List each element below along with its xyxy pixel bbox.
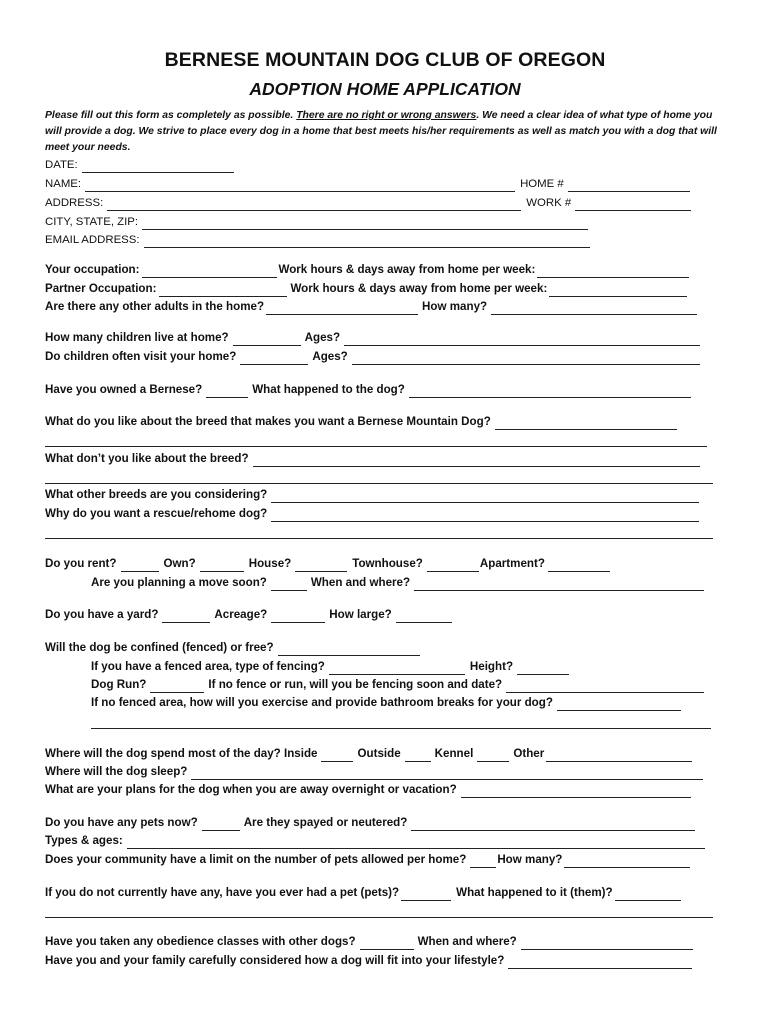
visit-ages-field[interactable] xyxy=(352,351,700,365)
work-hours-label: Work hours & days away from home per week: xyxy=(278,263,536,276)
other-location-field[interactable] xyxy=(546,748,692,762)
work-hours-field[interactable] xyxy=(537,264,689,278)
sleep-field[interactable] xyxy=(191,766,703,780)
fence-type-field[interactable] xyxy=(329,661,465,675)
happened-field[interactable] xyxy=(409,384,691,398)
limit-label: Does your community have a limit on the number of pets allowed per home? xyxy=(45,853,467,866)
occupation-field[interactable] xyxy=(142,264,277,278)
height-field[interactable] xyxy=(517,661,569,675)
house-field[interactable] xyxy=(295,558,347,572)
acreage-label: Acreage? xyxy=(214,608,268,621)
dislike-line-2[interactable] xyxy=(45,483,713,484)
acreage-field[interactable] xyxy=(271,609,325,623)
height-label: Height? xyxy=(469,660,514,673)
pet-happened-line-2[interactable] xyxy=(45,917,713,918)
intro-text xyxy=(45,108,725,157)
other-breeds-label: What other breeds are you considering? xyxy=(45,488,268,501)
rent-field[interactable] xyxy=(121,558,159,572)
other-breeds-row xyxy=(45,487,700,503)
email-label: EMAIL ADDRESS: xyxy=(45,234,140,246)
work-phone-field[interactable] xyxy=(575,197,691,211)
owned-label: Have you owned a Bernese? xyxy=(45,383,203,396)
limit-row xyxy=(45,852,691,868)
dislike-label: What don’t you like about the breed? xyxy=(45,452,249,465)
plans-label: What are your plans for the dog when you are away overnight or vacation? xyxy=(45,783,457,796)
intro-part-1: Please fill out this form as completely as possible. xyxy=(45,110,297,121)
children-count-field[interactable] xyxy=(233,332,301,346)
occupation-row xyxy=(45,262,690,278)
spayed-label: Are they spayed or neutered? xyxy=(243,816,408,829)
apartment-label: Apartment? xyxy=(479,557,545,570)
fence-soon-label: If no fence or run, will you be fencing soon and date? xyxy=(208,678,503,691)
children-visit-row xyxy=(45,349,701,365)
types-label: Types & ages: xyxy=(45,834,123,847)
why-rescue-field[interactable] xyxy=(271,508,699,522)
pets-row xyxy=(45,815,696,831)
form-title: ADOPTION HOME APPLICATION xyxy=(249,79,521,99)
spend-day-row xyxy=(45,746,693,762)
other-adults-field[interactable] xyxy=(266,301,418,315)
fence-soon-field[interactable] xyxy=(506,679,704,693)
club-title: BERNESE MOUNTAIN DOG CLUB OF OREGON xyxy=(164,49,606,71)
pet-happened-field[interactable] xyxy=(615,887,681,901)
other-location-label: Other xyxy=(513,747,545,760)
address-label: ADDRESS: xyxy=(45,197,104,209)
dislike-row xyxy=(45,451,701,467)
kennel-field[interactable] xyxy=(477,748,509,762)
exercise-label: If no fenced area, how will you exercise and provide bathroom breaks for your dog? xyxy=(91,696,553,709)
move-where-label: When and where? xyxy=(310,576,411,589)
children-row xyxy=(45,330,701,346)
email-field[interactable] xyxy=(144,234,590,248)
address-field[interactable] xyxy=(107,197,521,211)
considered-field[interactable] xyxy=(508,955,692,969)
partner-hours-field[interactable] xyxy=(549,283,687,297)
date-field[interactable] xyxy=(82,159,234,173)
why-rescue-line-2[interactable] xyxy=(45,538,713,539)
outside-field[interactable] xyxy=(405,748,431,762)
name-row xyxy=(45,176,691,192)
plans-field[interactable] xyxy=(461,784,691,798)
moving-row xyxy=(91,575,705,591)
date-label: DATE: xyxy=(45,159,78,171)
partner-row xyxy=(45,281,688,297)
pet-happened-label: What happened to it (them)? xyxy=(456,886,613,899)
sleep-row xyxy=(45,764,704,780)
name-field[interactable] xyxy=(85,178,515,192)
yard-label: Do you have a yard? xyxy=(45,608,159,621)
moving-field[interactable] xyxy=(271,577,307,591)
obedience-label: Have you taken any obedience classes with other dogs? xyxy=(45,935,356,948)
dog-run-row xyxy=(91,677,705,693)
children-ages-field[interactable] xyxy=(344,332,700,346)
inside-field[interactable] xyxy=(321,748,353,762)
home-phone-field[interactable] xyxy=(568,178,690,192)
like-field[interactable] xyxy=(495,416,677,430)
own-field[interactable] xyxy=(200,558,244,572)
obedience-row xyxy=(45,934,694,950)
other-breeds-field[interactable] xyxy=(271,489,699,503)
move-where-field[interactable] xyxy=(414,577,704,591)
pets-field[interactable] xyxy=(202,817,240,831)
intro-part-2: . We need a clear idea of what type of home you will provide a dog. We strive to place every dog in a home that best meets his/her requirements as well as match you with a dog that will meet your needs. xyxy=(45,110,717,154)
intro-underlined: There are no right or wrong answers xyxy=(296,110,477,121)
limit-how-many-label: How many? xyxy=(497,853,563,866)
like-line-2[interactable] xyxy=(45,446,707,447)
limit-field[interactable] xyxy=(470,854,496,868)
children-visit-field[interactable] xyxy=(240,351,308,365)
apartment-field[interactable] xyxy=(548,558,610,572)
moving-label: Are you planning a move soon? xyxy=(91,576,267,589)
spayed-field[interactable] xyxy=(411,817,695,831)
exercise-field[interactable] xyxy=(557,697,681,711)
dislike-field[interactable] xyxy=(253,453,700,467)
dog-run-label: Dog Run? xyxy=(91,678,147,691)
like-row xyxy=(45,414,678,430)
had-pets-label: If you do not currently have any, have you ever had a pet (pets)? xyxy=(45,886,400,899)
children-live-label: How many children live at home? xyxy=(45,331,229,344)
fence-type-row xyxy=(91,659,570,675)
had-pets-row xyxy=(45,885,682,901)
house-label: House? xyxy=(248,557,292,570)
children-visit-label: Do children often visit your home? xyxy=(45,350,237,363)
plans-row xyxy=(45,782,692,798)
limit-how-many-field[interactable] xyxy=(564,854,690,868)
considered-row xyxy=(45,953,693,969)
yard-size-field[interactable] xyxy=(396,609,452,623)
had-pets-field[interactable] xyxy=(401,887,451,901)
confined-label: Will the dog be confined (fenced) or free? xyxy=(45,641,274,654)
dog-run-field[interactable] xyxy=(150,679,204,693)
spend-day-label: Where will the dog spend most of the day? Inside xyxy=(45,747,318,760)
why-rescue-label: Why do you want a rescue/rehome dog? xyxy=(45,507,268,520)
email-row xyxy=(45,232,591,248)
owned-row xyxy=(45,382,692,398)
townhouse-label: Townhouse? xyxy=(352,557,423,570)
fence-type-label: If you have a fenced area, type of fencing? xyxy=(91,660,325,673)
outside-label: Outside xyxy=(357,747,401,760)
work-phone-label: WORK # xyxy=(526,197,572,209)
sleep-label: Where will the dog sleep? xyxy=(45,765,188,778)
date-row xyxy=(45,157,235,173)
city-label: CITY, STATE, ZIP: xyxy=(45,216,139,228)
exercise-row xyxy=(91,695,682,711)
exercise-line-2[interactable] xyxy=(91,728,711,729)
city-field[interactable] xyxy=(142,216,588,230)
partner-field[interactable] xyxy=(159,283,287,297)
occupation-label: Your occupation: xyxy=(45,263,140,276)
other-adults-label: Are there any other adults in the home? xyxy=(45,300,265,313)
townhouse-field[interactable] xyxy=(427,558,479,572)
class-when-field[interactable] xyxy=(521,936,693,950)
yard-size-label: How large? xyxy=(329,608,392,621)
class-when-label: When and where? xyxy=(417,935,517,948)
city-row xyxy=(45,214,589,230)
children-ages-label: Ages? xyxy=(304,331,341,344)
happened-label: What happened to the dog? xyxy=(252,383,405,396)
visit-ages-label: Ages? xyxy=(312,350,348,363)
housing-row xyxy=(45,556,611,572)
yard-row xyxy=(45,607,453,623)
partner-label: Partner Occupation: xyxy=(45,282,157,295)
confined-row xyxy=(45,640,421,656)
partner-hours-label: Work hours & days away from home per week: xyxy=(290,282,548,295)
like-label: What do you like about the breed that makes you want a Bernese Mountain Dog? xyxy=(45,415,491,428)
address-row xyxy=(45,195,692,211)
name-label: NAME: xyxy=(45,178,82,190)
yard-field[interactable] xyxy=(162,609,210,623)
pets-label: Do you have any pets now? xyxy=(45,816,198,829)
own-label: Own? xyxy=(163,557,196,570)
why-rescue-row xyxy=(45,506,700,522)
confined-field[interactable] xyxy=(278,642,420,656)
types-field[interactable] xyxy=(127,835,705,849)
kennel-label: Kennel xyxy=(434,747,474,760)
owned-field[interactable] xyxy=(206,384,248,398)
rent-label: Do you rent? xyxy=(45,557,117,570)
home-phone-label: HOME # xyxy=(520,178,564,190)
adults-how-many-label: How many? xyxy=(422,300,488,313)
types-row xyxy=(45,833,706,849)
considered-label: Have you and your family carefully considered how a dog will fit into your lifestyle? xyxy=(45,954,505,967)
adults-how-many-field[interactable] xyxy=(491,301,697,315)
obedience-field[interactable] xyxy=(360,936,414,950)
other-adults-row xyxy=(45,299,698,315)
